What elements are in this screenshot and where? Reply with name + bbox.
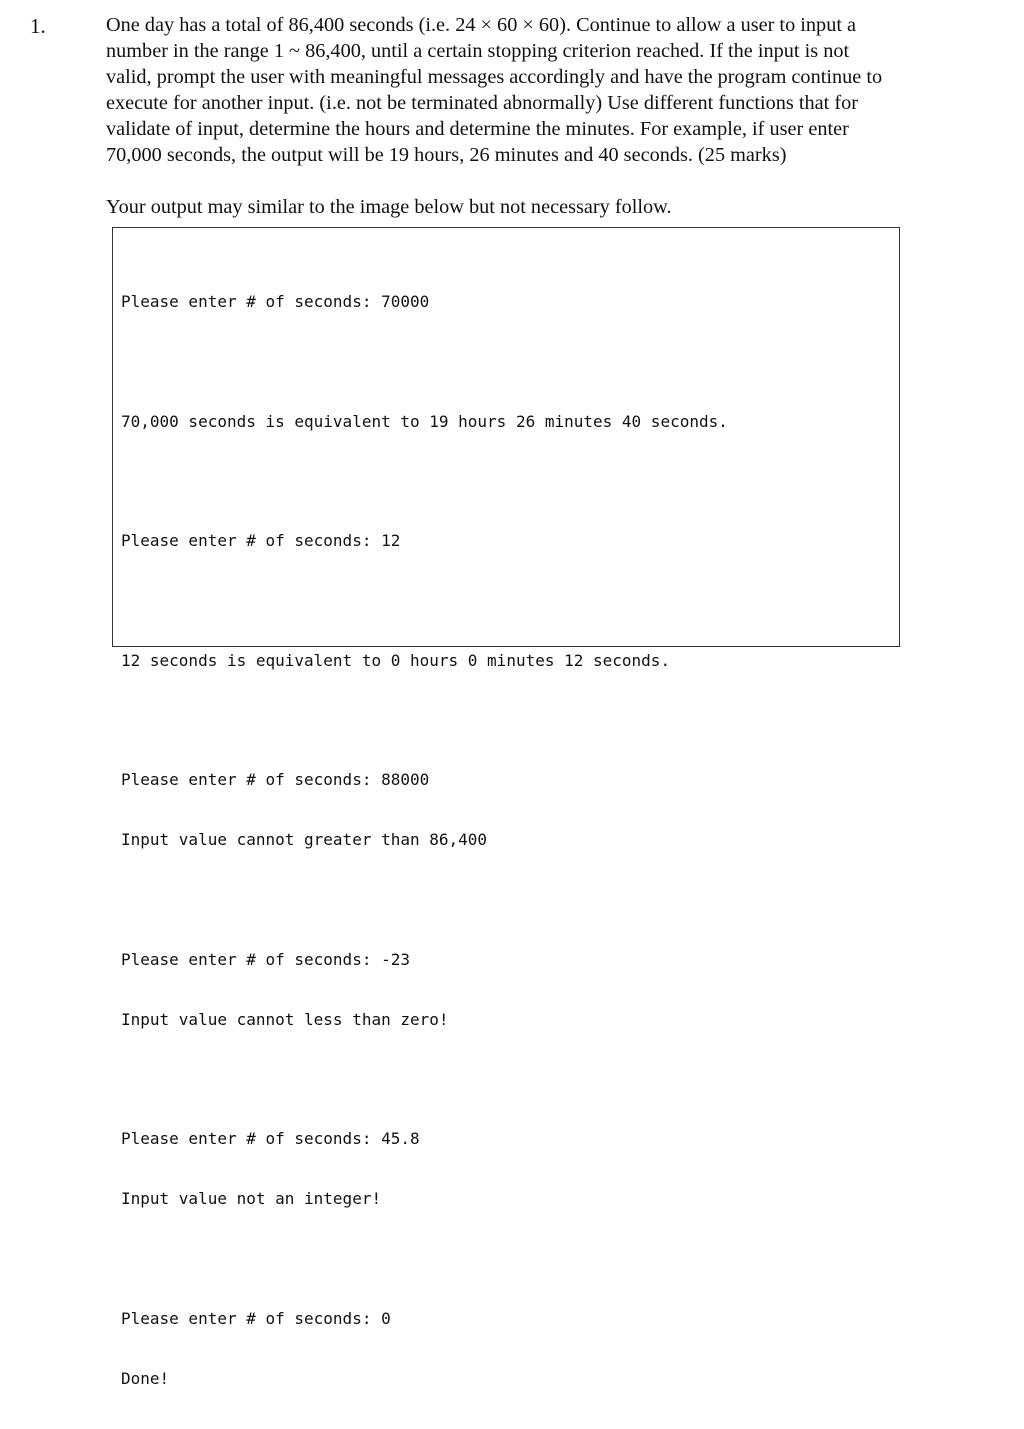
- console-line: Please enter # of seconds: 0: [121, 1308, 391, 1328]
- question-line: validate of input, determine the hours and determine the minutes. For example, if user enter: [106, 118, 849, 140]
- marks-label: (25 marks): [698, 144, 787, 166]
- output-intro: Your output may similar to the image below but not necessary follow.: [106, 196, 672, 218]
- question-last-line: [106, 142, 982, 168]
- question-number: 1.: [30, 14, 46, 38]
- question-line: execute for another input. (i.e. not be terminated abnormally) Use different functions that for: [106, 92, 859, 114]
- console-line: Done!: [121, 1368, 170, 1388]
- console-line: Input value cannot greater than 86,400: [121, 830, 488, 849]
- console-line: Please enter # of seconds: 12: [121, 531, 401, 550]
- console-block: [121, 611, 899, 711]
- console-block: [121, 910, 899, 1070]
- console-block: [121, 1089, 899, 1249]
- question-line: One day has a total of 86,400 seconds (i.e. 24 × 60 × 60). Continue to allow a user to input a: [106, 14, 857, 36]
- console-block: [121, 730, 899, 890]
- console-line: 12 seconds is equivalent to 0 hours 0 minutes 12 seconds.: [121, 650, 671, 670]
- console-block: [121, 372, 899, 472]
- console-line: Input value cannot less than zero!: [121, 1009, 449, 1029]
- console-line: Input value not an integer!: [121, 1189, 382, 1208]
- console-line: Please enter # of seconds: -23: [121, 949, 410, 969]
- question-line: 70,000 seconds, the output will be 19 hours, 26 minutes and 40 seconds.: [106, 144, 693, 166]
- question-text: [106, 12, 986, 168]
- console-line: Please enter # of seconds: 45.8: [121, 1129, 420, 1148]
- console-line: Please enter # of seconds: 88000: [121, 770, 430, 789]
- console-block: [121, 1269, 899, 1429]
- console-block: [121, 252, 899, 352]
- question-line: valid, prompt the user with meaningful messages accordingly and have the program continue to: [106, 66, 883, 88]
- question-line: number in the range 1 ~ 86,400, until a certain stopping criterion reached. If the input is not: [106, 40, 850, 62]
- console-block: [121, 491, 899, 591]
- console-line: Please enter # of seconds: 70000: [121, 292, 430, 311]
- console-line: 70,000 seconds is equivalent to 19 hours 26 minutes 40 seconds.: [121, 411, 728, 431]
- console-output-box: [112, 227, 900, 1388]
